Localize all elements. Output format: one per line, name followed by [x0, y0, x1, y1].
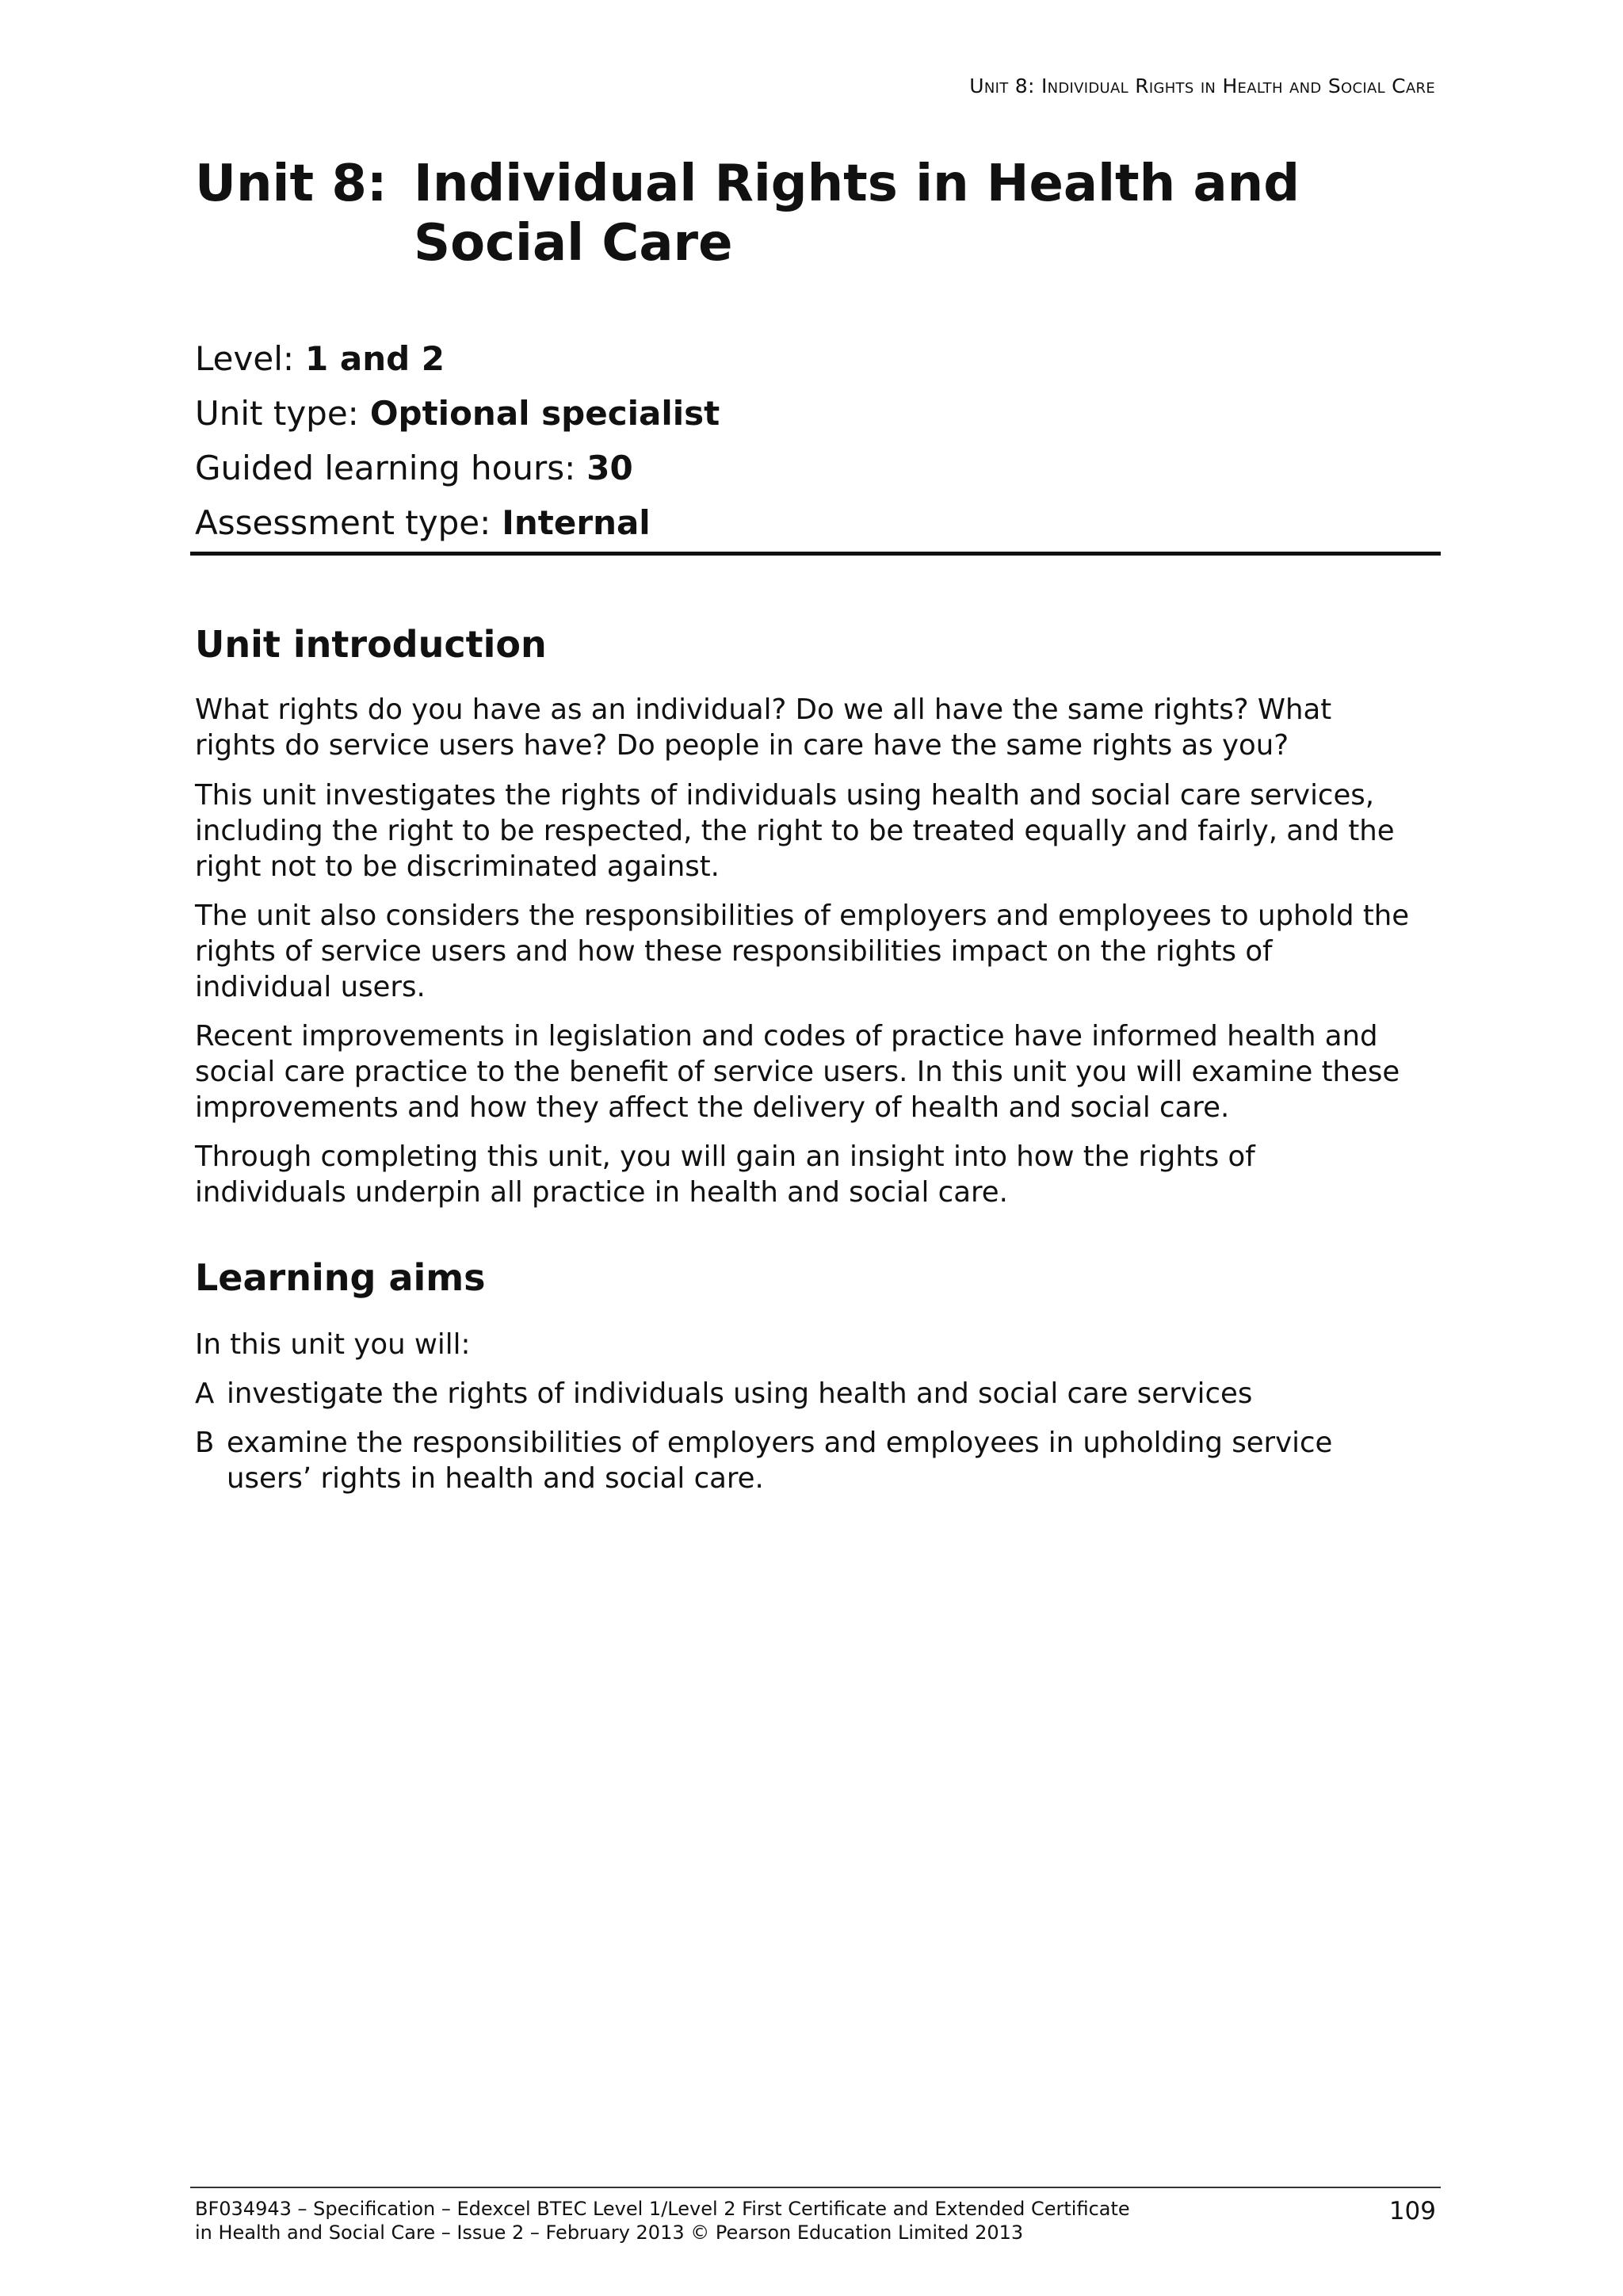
text-line: Recent improvements in legislation and codes of practice have informed health and [195, 1020, 1378, 1052]
text-line: individuals underpin all practice in health and social care. [195, 1176, 1008, 1209]
unit-name-line: Individual Rights in Health and [414, 155, 1300, 213]
intro-paragraph [195, 777, 1431, 884]
text-line: rights do service users have? Do people in care have the same rights as you? [195, 729, 1289, 762]
text-line: right not to be discriminated against. [195, 850, 720, 883]
text-line: The unit also considers the responsibilities of employers and employees to uphold the [195, 900, 1410, 932]
unit-introduction-heading: Unit introduction [195, 623, 547, 666]
meta-value: Internal [502, 503, 651, 542]
intro-paragraph [195, 1139, 1431, 1210]
text-line: rights of service users and how these responsibilities impact on the rights of [195, 935, 1273, 968]
learning-aims-heading: Learning aims [195, 1256, 486, 1299]
meta-guided-hours [195, 449, 633, 487]
text-line: social care practice to the benefit of service users. In this unit you will examine these [195, 1056, 1400, 1088]
aim-text: users’ rights in health and social care. [227, 1462, 764, 1495]
unit-number: Unit 8: [195, 155, 388, 213]
aim-text: examine the responsibilities of employers and employees in upholding service [227, 1427, 1333, 1459]
unit-name [414, 155, 1523, 273]
intro-paragraph [195, 898, 1431, 1005]
text-line: including the right to be respected, the right to be treated equally and fairly, and the [195, 815, 1395, 847]
meta-value: 1 and 2 [305, 339, 445, 378]
meta-assessment-type [195, 503, 651, 542]
learning-aims-intro: In this unit you will: [195, 1328, 471, 1361]
meta-label: Unit type: [195, 394, 359, 433]
text-line: Through completing this unit, you will gain an insight into how the rights of [195, 1140, 1255, 1173]
text-line: improvements and how they affect the delivery of health and social care. [195, 1091, 1230, 1124]
meta-unit-type [195, 394, 720, 433]
meta-level [195, 339, 445, 378]
header-divider [190, 552, 1441, 556]
running-header: Unit 8: Individual Rights in Health and Social Care [969, 74, 1435, 97]
text-line: individual users. [195, 971, 426, 1003]
meta-label: Guided learning hours: [195, 449, 576, 487]
learning-aim-item [195, 1376, 1431, 1412]
aim-text: investigate the rights of individuals using health and social care services [227, 1377, 1253, 1410]
meta-value: 30 [586, 449, 633, 487]
aim-letter: B [195, 1427, 215, 1459]
intro-paragraph [195, 1018, 1431, 1125]
meta-label: Assessment type: [195, 503, 491, 542]
unit-name-line: Social Care [414, 214, 733, 273]
footer-line: BF034943 – Specification – Edexcel BTEC Level 1/Level 2 First Certificate and Extended Certificate [195, 2198, 1130, 2220]
intro-paragraph [195, 692, 1431, 763]
footer-line: in Health and Social Care – Issue 2 – February 2013 © Pearson Education Limited 2013 [195, 2222, 1024, 2244]
page-number: 109 [1388, 2197, 1436, 2225]
learning-aim-item [195, 1425, 1431, 1496]
meta-label: Level: [195, 339, 295, 378]
text-line: This unit investigates the rights of individuals using health and social care services, [195, 779, 1375, 812]
footer-text [195, 2197, 1130, 2244]
meta-value: Optional specialist [369, 394, 720, 433]
text-line: What rights do you have as an individual? Do we all have the same rights? What [195, 693, 1332, 726]
aim-letter: A [195, 1377, 215, 1410]
footer-divider [190, 2187, 1441, 2188]
